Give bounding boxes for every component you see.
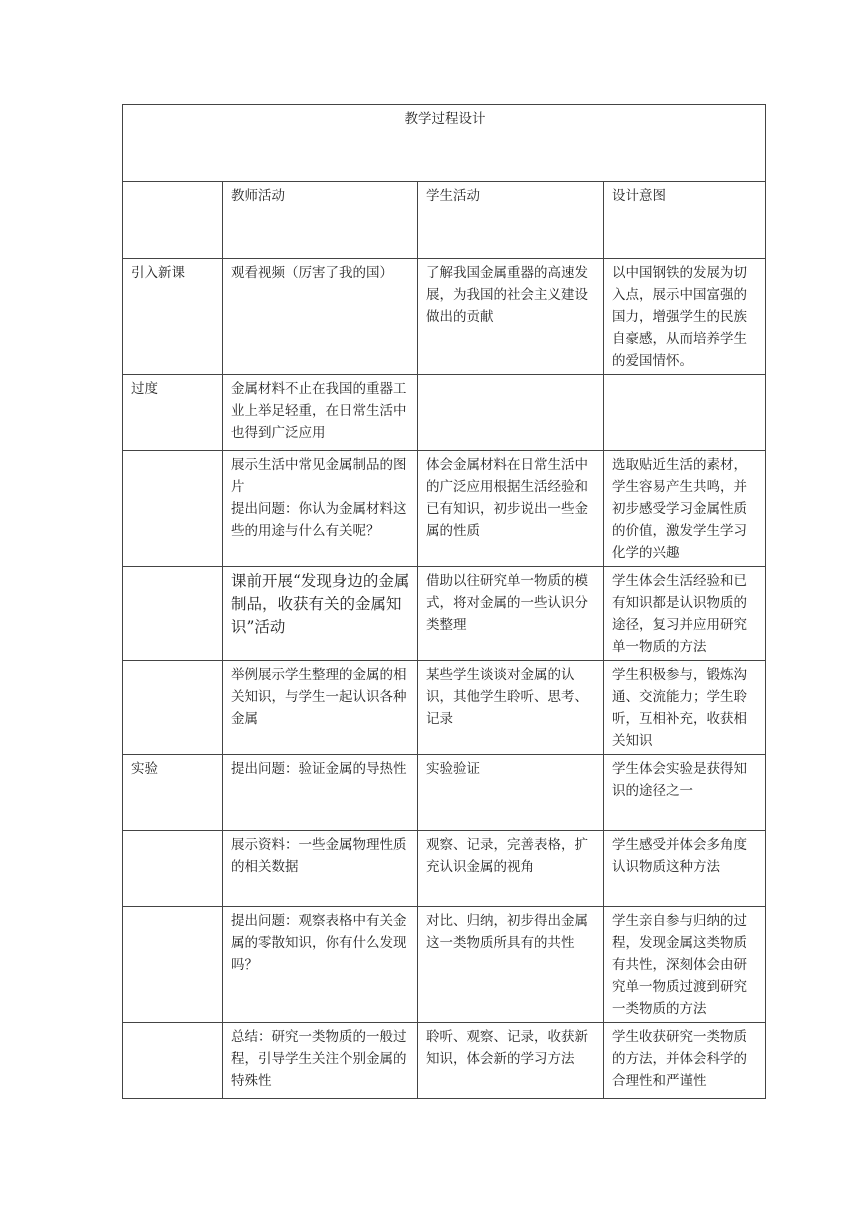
table-row bbox=[123, 259, 766, 375]
table-row bbox=[123, 661, 766, 755]
intent-cell bbox=[604, 375, 766, 451]
teacher-cell: 观看视频（厉害了我的国） bbox=[223, 259, 418, 375]
intent-cell: 学生亲自参与归纳的过程，发现金属这类物质有共性，深刻体会由研究单一物质过渡到研究一类物质的方法 bbox=[604, 907, 766, 1023]
teacher-cell: 金属材料不止在我国的重器工业上举足轻重，在日常生活中也得到广泛应用 bbox=[223, 375, 418, 451]
teacher-cell: 展示生活中常见金属制品的图片 提出问题：你认为金属材料这些的用途与什么有关呢？ bbox=[223, 451, 418, 567]
student-cell: 借助以往研究单一物质的模式，将对金属的一些认识分类整理 bbox=[418, 567, 604, 661]
header-row bbox=[123, 182, 766, 259]
stage-cell: 过度 bbox=[123, 375, 223, 451]
header-stage bbox=[123, 182, 223, 259]
header-design-intent: 设计意图 bbox=[604, 182, 766, 259]
stage-cell bbox=[123, 451, 223, 567]
stage-cell: 引入新课 bbox=[123, 259, 223, 375]
stage-cell bbox=[123, 1023, 223, 1099]
table-row bbox=[123, 831, 766, 907]
student-cell: 了解我国金属重器的高速发展，为我国的社会主义建设做出的贡献 bbox=[418, 259, 604, 375]
student-cell bbox=[418, 375, 604, 451]
stage-cell bbox=[123, 831, 223, 907]
intent-cell: 选取贴近生活的素材，学生容易产生共鸣，并初步感受学习金属性质的价值，激发学生学习化学的兴趣 bbox=[604, 451, 766, 567]
student-cell: 聆听、观察、记录，收获新知识，体会新的学习方法 bbox=[418, 1023, 604, 1099]
table-title: 教学过程设计 bbox=[123, 105, 766, 182]
teacher-cell: 总结：研究一类物质的一般过程，引导学生关注个别金属的特殊性 bbox=[223, 1023, 418, 1099]
student-cell: 某些学生谈谈对金属的认识，其他学生聆听、思考、记录 bbox=[418, 661, 604, 755]
student-cell: 实验验证 bbox=[418, 755, 604, 831]
teacher-cell: 课前开展“发现身边的金属制品，收获有关的金属知识”活动 bbox=[223, 567, 418, 661]
title-row bbox=[123, 105, 766, 182]
intent-cell: 以中国钢铁的发展为切入点，展示中国富强的国力，增强学生的民族自豪感，从而培养学生的爱国情怀。 bbox=[604, 259, 766, 375]
header-student-activity: 学生活动 bbox=[418, 182, 604, 259]
header-teacher-activity: 教师活动 bbox=[223, 182, 418, 259]
table-row bbox=[123, 567, 766, 661]
stage-cell bbox=[123, 907, 223, 1023]
intent-cell: 学生感受并体会多角度认识物质这种方法 bbox=[604, 831, 766, 907]
stage-cell bbox=[123, 567, 223, 661]
teacher-cell: 提出问题：观察表格中有关金属的零散知识，你有什么发现吗？ bbox=[223, 907, 418, 1023]
table-row bbox=[123, 375, 766, 451]
teacher-cell: 提出问题：验证金属的导热性 bbox=[223, 755, 418, 831]
table-row bbox=[123, 755, 766, 831]
table-row bbox=[123, 1023, 766, 1099]
intent-cell: 学生积极参与，锻炼沟通、交流能力；学生聆听，互相补充，收获相关知识 bbox=[604, 661, 766, 755]
stage-cell: 实验 bbox=[123, 755, 223, 831]
intent-cell: 学生体会生活经验和已有知识都是认识物质的途径，复习并应用研究单一物质的方法 bbox=[604, 567, 766, 661]
intent-cell: 学生收获研究一类物质的方法，并体会科学的合理性和严谨性 bbox=[604, 1023, 766, 1099]
student-cell: 对比、归纳，初步得出金属这一类物质所具有的共性 bbox=[418, 907, 604, 1023]
teacher-cell: 展示资料：一些金属物理性质的相关数据 bbox=[223, 831, 418, 907]
student-cell: 体会金属材料在日常生活中的广泛应用根据生活经验和已有知识，初步说出一些金属的性质 bbox=[418, 451, 604, 567]
table-row bbox=[123, 907, 766, 1023]
stage-cell bbox=[123, 661, 223, 755]
lesson-design-table bbox=[122, 104, 766, 1099]
student-cell: 观察、记录，完善表格，扩充认识金属的视角 bbox=[418, 831, 604, 907]
intent-cell: 学生体会实验是获得知识的途径之一 bbox=[604, 755, 766, 831]
table-row bbox=[123, 451, 766, 567]
teacher-cell: 举例展示学生整理的金属的相关知识，与学生一起认识各种金属 bbox=[223, 661, 418, 755]
